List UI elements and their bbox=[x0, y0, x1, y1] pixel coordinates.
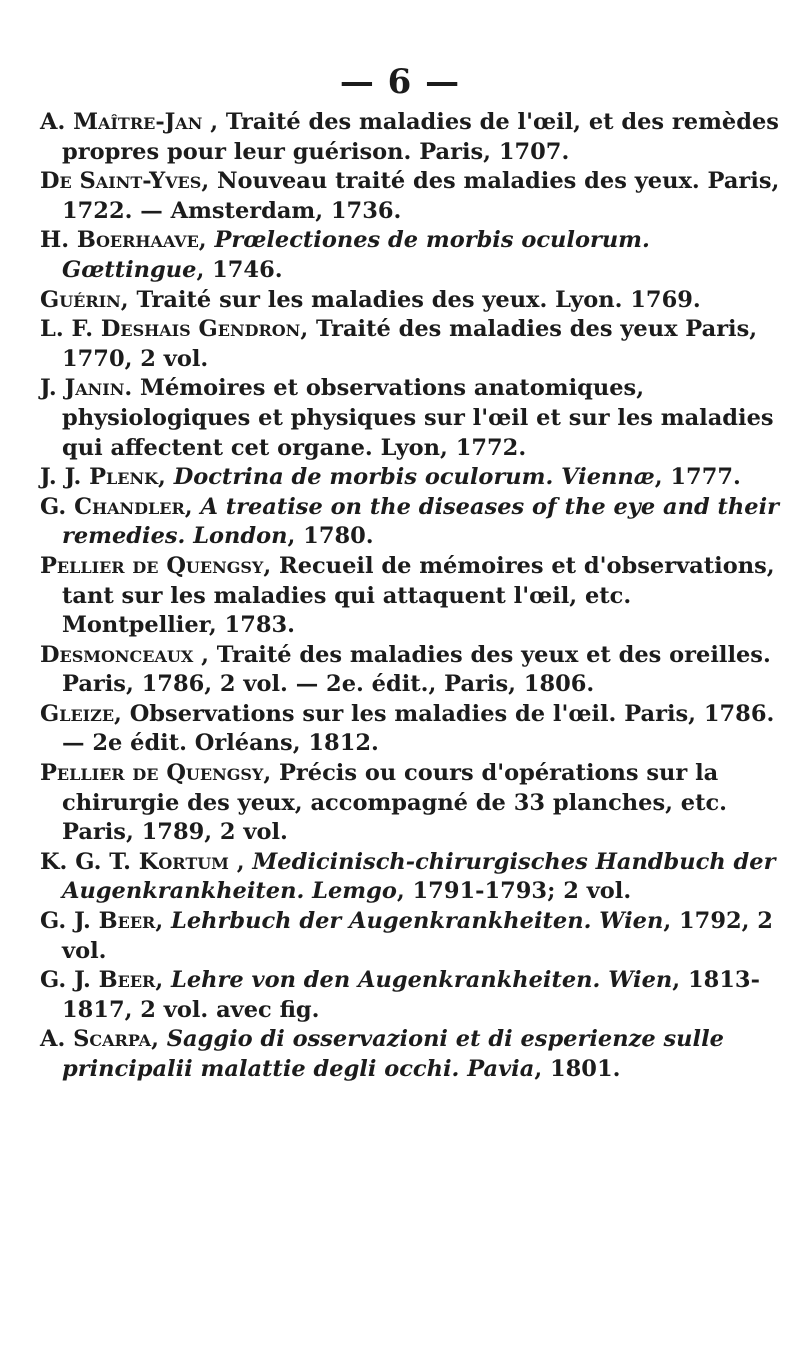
bibliography-entry bbox=[40, 848, 785, 907]
entry-author: J. J. Plenk bbox=[40, 464, 159, 491]
bibliography-entry bbox=[40, 493, 785, 552]
entry-author: De Saint-Yves bbox=[40, 168, 202, 195]
entry-author: Pellier de Quengsy bbox=[40, 760, 264, 787]
entry-text: Précis ou cours d'opérations sur la chirurgie des yeux, accompagné de 33 planches, etc. Paris, 1789, 2 vol. bbox=[62, 760, 728, 846]
entry-separator: , bbox=[151, 1026, 167, 1053]
entry-author: Guérin bbox=[40, 286, 121, 313]
entry-separator: , bbox=[263, 760, 280, 787]
entry-separator: , bbox=[184, 493, 201, 520]
entry-text: Traité des maladies des yeux Paris, 1770, 2 vol. bbox=[62, 316, 758, 372]
entry-text: Traité sur les maladies des yeux. Lyon. 1769. bbox=[136, 286, 701, 313]
entry-text: , 1792, 2 vol. bbox=[62, 908, 773, 964]
entry-author: K. G. T. Kortum bbox=[40, 848, 229, 875]
page-number: — 6 — bbox=[339, 62, 461, 102]
entry-separator: , bbox=[155, 908, 172, 935]
entry-work-title: Medicinisch-chirurgisches Handbuch der Augenkrankheiten. Lemgo bbox=[62, 848, 776, 905]
entry-separator: . bbox=[124, 375, 141, 402]
entry-author: Gleize bbox=[40, 700, 115, 727]
entry-work-title: A treatise on the diseases of the eye and their remedies. London bbox=[62, 493, 779, 550]
entry-separator: , bbox=[201, 168, 217, 195]
entry-text: , 1791-1793; 2 vol. bbox=[396, 878, 632, 905]
entry-text: Traité des maladies de l'œil, et des remèdes propres pour leur guérison. Paris, 1707. bbox=[62, 109, 779, 165]
entry-work-title: Lehre von den Augenkrankheiten. Wien bbox=[171, 967, 673, 994]
bibliography-entry bbox=[40, 108, 785, 167]
entry-text: , 1780. bbox=[287, 523, 374, 550]
entry-author: J. Janin bbox=[40, 375, 125, 402]
entry-text: Mémoires et observations anatomiques, physiologiques et physiques sur l'œil et sur les maladies qui affectent cet organe. Lyon, 1772. bbox=[62, 375, 774, 461]
entry-text: Recueil de mémoires et d'observations, tant sur les maladies qui attaquent l'œil, etc. Montpellier, 1783. bbox=[62, 552, 775, 639]
bibliography-entry bbox=[40, 759, 785, 848]
bibliography-entry bbox=[40, 226, 785, 285]
entry-author: Desmonceaux bbox=[40, 641, 194, 668]
entry-text: , 1746. bbox=[196, 256, 283, 283]
entry-separator: , bbox=[202, 109, 226, 135]
entry-separator: , bbox=[228, 848, 253, 875]
entry-author: Pellier de Quengsy bbox=[40, 552, 264, 579]
bibliography-entry bbox=[40, 286, 785, 316]
entry-author: A. Maître-Jan bbox=[40, 109, 203, 135]
entry-author: H. Boerhaave bbox=[40, 227, 199, 254]
bibliography-entry bbox=[40, 966, 785, 1025]
bibliography-entry bbox=[40, 641, 785, 700]
bibliography-entry bbox=[40, 907, 785, 966]
entry-author: G. J. Beer bbox=[40, 967, 156, 994]
entry-separator: , bbox=[198, 227, 215, 254]
entry-text: Nouveau traité des maladies des yeux. Paris, 1722. — Amsterdam, 1736. bbox=[62, 168, 780, 224]
entry-separator: , bbox=[155, 967, 172, 994]
entry-text: Traité des maladies des yeux et des oreilles. Paris, 1786, 2 vol. — 2e. édit., Paris, 1806. bbox=[62, 641, 771, 698]
bibliography-list bbox=[40, 108, 785, 1085]
entry-separator: , bbox=[120, 286, 137, 313]
entry-author: G. Chandler bbox=[40, 493, 185, 520]
entry-work-title: Prœlectiones de morbis oculorum. Gœttingue bbox=[62, 227, 650, 283]
entry-work-title: Doctrina de morbis oculorum. Viennæ bbox=[173, 464, 655, 491]
entry-text: , 1777. bbox=[654, 464, 741, 491]
bibliography-entry bbox=[40, 463, 785, 493]
bibliography-entry bbox=[40, 552, 785, 641]
entry-text: , 1813-1817, 2 vol. avec fig. bbox=[62, 967, 760, 1023]
bibliography-entry bbox=[40, 1025, 785, 1084]
entry-separator: , bbox=[300, 316, 316, 343]
bibliography-entry bbox=[40, 315, 785, 374]
entry-separator: , bbox=[193, 641, 217, 668]
bibliography-entry bbox=[40, 167, 785, 226]
bibliography-entry bbox=[40, 374, 785, 463]
entry-work-title: Saggio di osservazioni et di esperienze sulle principalii malattie degli occhi. Pavia bbox=[62, 1026, 724, 1082]
entry-author: G. J. Beer bbox=[40, 908, 156, 935]
entry-text: , 1801. bbox=[534, 1056, 621, 1082]
entry-author: L. F. Deshais Gendron bbox=[40, 316, 301, 343]
entry-work-title: Lehrbuch der Augenkrankheiten. Wien bbox=[171, 908, 664, 935]
entry-separator: , bbox=[263, 552, 280, 579]
entry-separator: , bbox=[114, 700, 130, 727]
entry-separator: , bbox=[158, 464, 174, 491]
entry-author: A. Scarpa bbox=[40, 1026, 152, 1053]
entry-text: Observations sur les maladies de l'œil. Paris, 1786. — 2e édit. Orléans, 1812. bbox=[62, 700, 775, 757]
bibliography-entry bbox=[40, 700, 785, 759]
